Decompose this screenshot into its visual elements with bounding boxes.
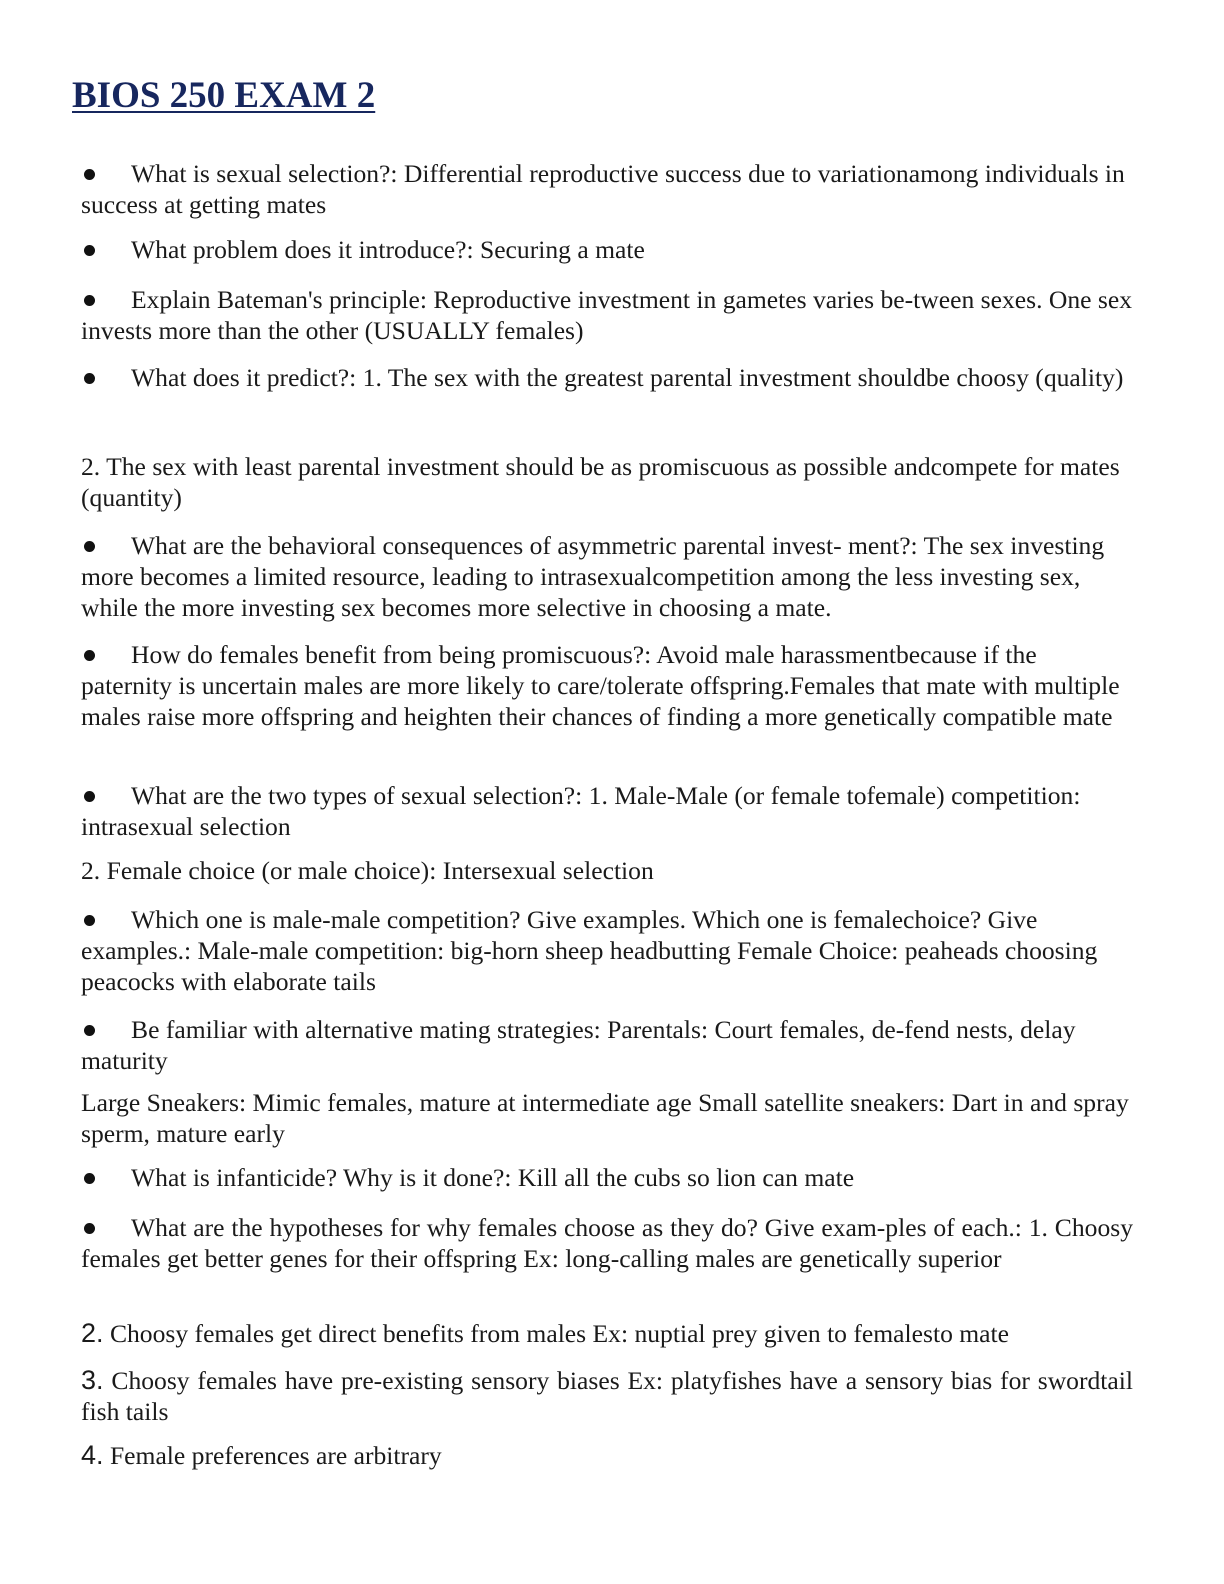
numbered-item [81,1365,1133,1427]
item-text: Choosy females get direct benefits from males Ex: nuptial prey given to femalesto mate [109,1319,1010,1348]
item-text: Choosy females have pre-existing sensory biases Ex: platyfishes have a sensory bias for swordtail fish tails [81,1366,1133,1426]
item-number: 4. [81,1440,104,1470]
bullet-item [81,639,1133,732]
bullet-item [81,234,1133,265]
bullet-text: How do females benefit from being promiscuous?: Avoid male harassmentbecause if the paternity is uncertain males are more likely to care/tolerate offspring.Females that mate with multiple males raise more offspring and heighten their chances of finding a more genetically compatible mate [81,640,1120,731]
bullet-item [81,362,1133,393]
continuation-paragraph: 2. The sex with least parental investment should be as promiscuous as possible andcompete for mates (quantity) [81,452,1120,512]
bullet-item [81,904,1133,997]
numbered-item [81,1440,1133,1471]
bullet-text: What problem does it introduce?: Securing a mate [131,235,645,264]
bullet-item [81,530,1133,623]
bullet-text: What is sexual selection?: Differential reproductive success due to variationamong individuals in success at getting mates [81,159,1125,219]
bullet-text: Be familiar with alternative mating strategies: Parentals: Court females, de-fend nests, delay maturity [81,1015,1076,1075]
bullet-text: What are the hypotheses for why females choose as they do? Give exam-ples of each.: 1. Choosy females get better genes for their offspring Ex: long-calling males are genetically superior [81,1213,1133,1273]
item-number: 2. [81,1318,104,1348]
document-title: BIOS 250 EXAM 2 [72,75,376,116]
bullet-item [81,780,1133,842]
bullet-text: Explain Bateman's principle: Reproductive investment in gametes varies be-tween sexes. One sex invests more than the other (USUALLY females) [81,285,1133,345]
bullet-text: What does it predict?: 1. The sex with the greatest parental investment shouldbe choosy (quality) [131,363,1124,392]
bullet-item [81,158,1133,220]
bullet-item [81,1014,1133,1076]
bullet-item [81,284,1133,346]
bullet-item [81,1212,1133,1274]
bullet-text: Which one is male-male competition? Give examples. Which one is femalechoice? Give examples.: Male-male competition: big-horn sheep headbutting Female Choice: peaheads choosing peacocks with elaborate tails [81,905,1098,996]
continuation-paragraph: 2. Female choice (or male choice): Intersexual selection [81,856,654,885]
numbered-item [81,1318,1133,1349]
bullet-text: What are the behavioral consequences of asymmetric parental invest- ment?: The sex investing more becomes a limited resource, leading to intrasexualcompetition among the less investing sex, while the more investing sex becomes more selective in choosing a mate. [81,531,1105,622]
continuation-paragraph: Large Sneakers: Mimic females, mature at intermediate age Small satellite sneakers: Dart in and spray sperm, mature early [81,1088,1129,1148]
item-text: Female preferences are arbitrary [109,1441,442,1470]
item-number: 3. [81,1365,104,1395]
bullet-item [81,1162,1133,1193]
bullet-text: What are the two types of sexual selection?: 1. Male-Male (or female tofemale) competition: intrasexual selection [81,781,1081,841]
bullet-text: What is infanticide? Why is it done?: Kill all the cubs so lion can mate [131,1163,855,1192]
